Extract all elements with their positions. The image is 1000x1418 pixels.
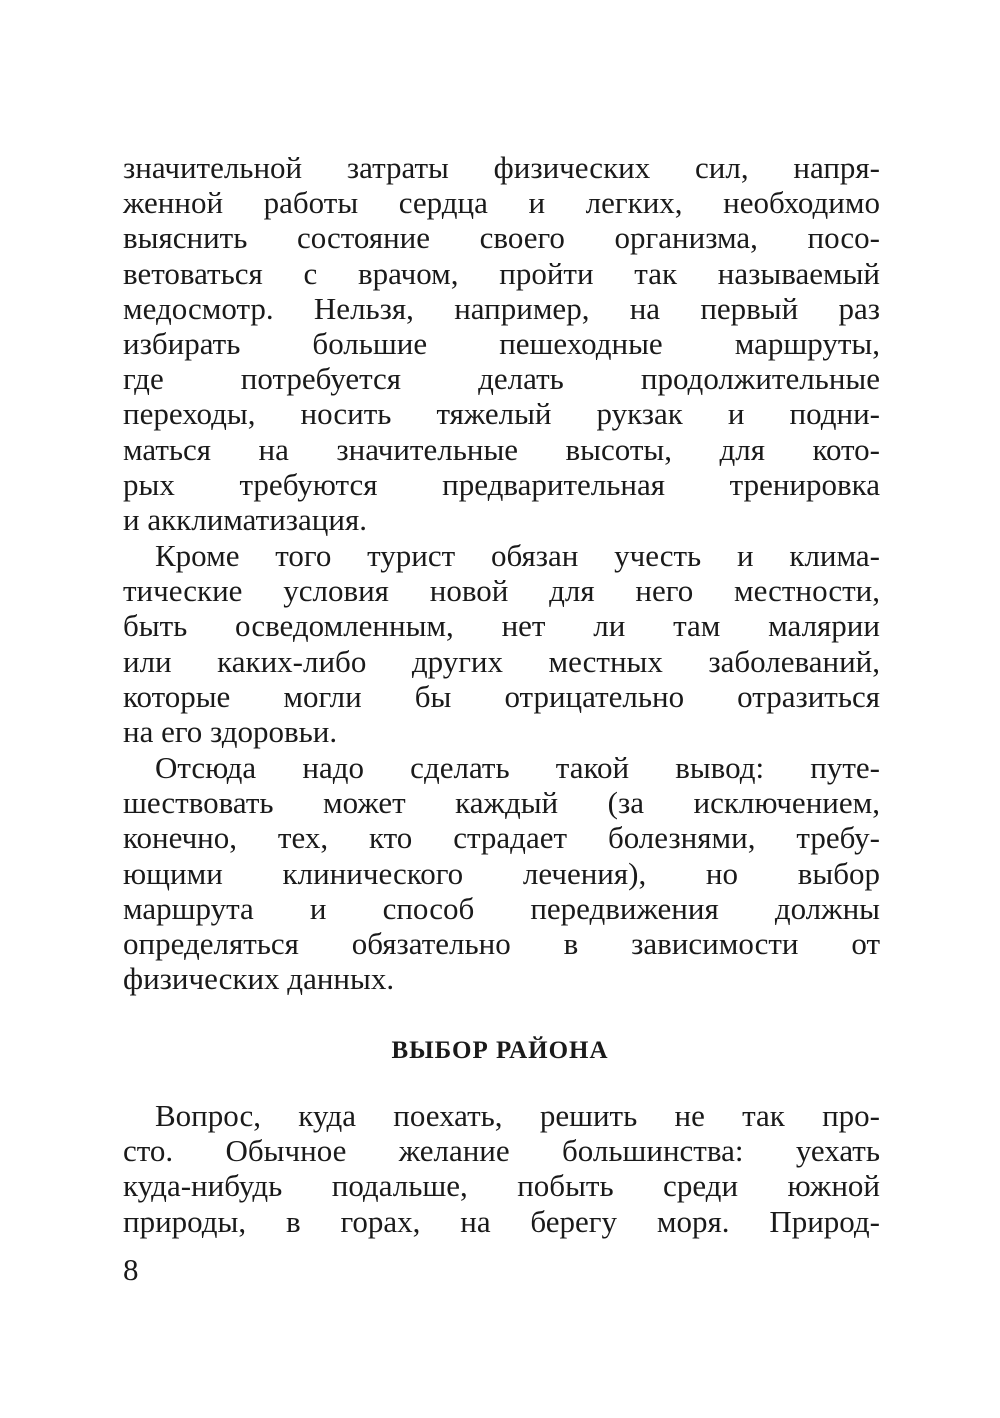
text-line: быть осведомленным, нет ли там малярии	[123, 608, 880, 644]
text-line: Кроме того турист обязан учесть и клима-	[155, 538, 880, 573]
text-line: и акклиматизация.	[123, 501, 367, 537]
text-line: которые могли бы отрицательно отразиться	[123, 678, 880, 714]
paragraph-4	[123, 1098, 880, 1239]
text-line: маться на значительные высоты, для кото-	[123, 431, 880, 467]
text-line: тические условия новой для него местности,	[123, 573, 880, 609]
text-line: Вопрос, куда поехать, решить не так про-	[155, 1098, 880, 1133]
text-line: на его здоровьи.	[123, 713, 338, 749]
text-line: избирать большие пешеходные маршруты,	[123, 325, 880, 361]
text-line: переходы, носить тяжелый рукзак и подни-	[123, 396, 880, 432]
text-line: определяться обязательно в зависимости от	[123, 925, 880, 961]
text-line: медосмотр. Нельзя, например, на первый раз	[123, 290, 880, 326]
text-line: ветоваться с врачом, пройти так называемый	[123, 255, 880, 291]
text-line: ющими клинического лечения), но выбор	[123, 855, 880, 891]
page-number: 8	[123, 1252, 139, 1287]
text-line: маршрута и способ передвижения должны	[123, 890, 880, 926]
text-line: Отсюда надо сделать такой вывод: путе-	[155, 750, 880, 785]
section-heading: ВЫБОР РАЙОНА	[391, 1037, 609, 1064]
text-line: выяснить состояние своего организма, посо-	[123, 220, 880, 256]
text-line: природы, в горах, на берегу моря. Природ-	[123, 1203, 880, 1239]
text-line: рых требуются предварительная тренировка	[123, 466, 880, 502]
paragraph-3	[123, 750, 880, 996]
text-line: женной работы сердца и легких, необходимо	[123, 185, 880, 221]
text-line: где потребуется делать продолжительные	[123, 361, 880, 397]
text-line: значительной затраты физических сил, напря-	[123, 150, 880, 185]
text-line: физических данных.	[123, 961, 395, 997]
text-line: или каких-либо других местных заболеваний,	[123, 643, 880, 679]
text-line: шествовать может каждый (за исключением,	[123, 785, 880, 821]
paragraph-2	[123, 538, 880, 749]
text-line: сто. Обычное желание большинства: уехать	[123, 1133, 880, 1169]
text-line: конечно, тех, кто страдает болезнями, требу-	[123, 820, 880, 856]
text-line: куда-нибудь подальше, побыть среди южной	[123, 1168, 880, 1204]
paragraph-1	[123, 150, 880, 537]
